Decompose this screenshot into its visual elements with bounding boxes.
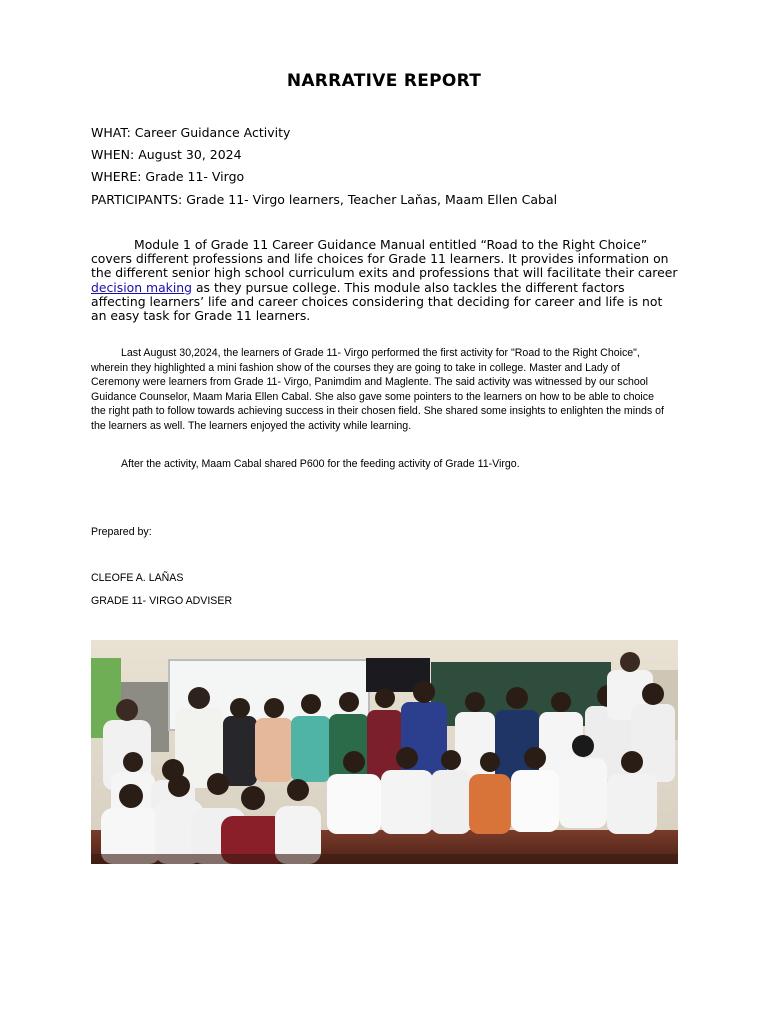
participants-line: PARTICIPANTS: Grade 11- Virgo learners, Teacher Laňas, Maam Ellen Cabal bbox=[91, 192, 558, 207]
module-paragraph bbox=[91, 238, 681, 323]
activity-paragraph bbox=[91, 346, 671, 434]
prepared-by-label: Prepared by: bbox=[91, 526, 152, 538]
when-line: WHEN: August 30, 2024 bbox=[91, 147, 242, 162]
feeding-paragraph: After the activity, Maam Cabal shared P600 for the feeding activity of Grade 11-Virgo. bbox=[121, 458, 520, 470]
group-photo bbox=[91, 640, 678, 864]
where-line: WHERE: Grade 11- Virgo bbox=[91, 169, 245, 184]
group-photo-image bbox=[91, 640, 678, 864]
signatory-name: CLEOFE A. LAÑAS bbox=[91, 572, 184, 584]
decision-making-link[interactable]: decision making bbox=[91, 279, 193, 295]
module-paragraph-text-end: as they pursue college. This module also tackles the different factors affecting learners’ life and career choices considering that deciding for career and life is not an easy task for Grade 11 learners. bbox=[91, 279, 663, 324]
what-line: WHAT: Career Guidance Activity bbox=[91, 125, 291, 140]
activity-paragraph-text: Last August 30,2024, the learners of Grade 11- Virgo performed the first activity for "Road to the Right Choice", wherein they highlighted a mini fashion show of the courses they are going to take in college. Master and Lady of Ceremony were learners from Grade 11- Virgo, Panimdim and Maglente. The said activity was witnessed by our school Guidance Counselor, Maam Maria Ellen Cabal. She also gave some pointers to the learners on how to be able to choice the right path to follow towards achieving success in their chosen field. She shared some insights to enlighten the minds of the learners as well. The learners enjoyed the activity while learning. bbox=[91, 347, 664, 432]
module-paragraph-text-start: Module 1 of Grade 11 Career Guidance Manual entitled “Road to the Right Choice” covers different professions and life choices for Grade 11 learners. It provides information on the different senior high school curriculum exits and professions that will facilitate their career bbox=[91, 237, 678, 281]
report-title: NARRATIVE REPORT bbox=[286, 71, 482, 91]
signatory-role: GRADE 11- VIRGO ADVISER bbox=[91, 595, 233, 607]
